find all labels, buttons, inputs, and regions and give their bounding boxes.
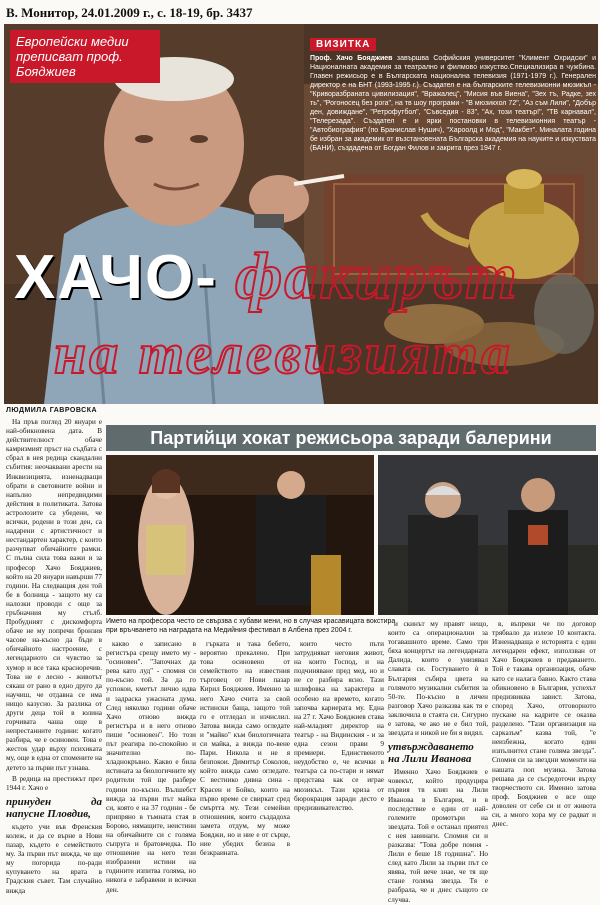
col1-paragraph-3: където учи във Френския колеж, и да се върне в Нови пазар, където е семейството му. За първи път вижда, че ще му погорида по-ради купуването на врата в Градския съвет. Там случайно вижда: [6, 822, 102, 895]
subheadline-banner: Партийци хокат режисьора заради балерини: [106, 425, 596, 451]
col1-paragraph-1: На пръв поглед 20 януари е най-обикновена дата. В действителност обаче камризмият пръст на съдбата с сбрал в нея редица скандални събития: неочаквани арести на Инквизицията, изненадващи обрати в световните войни и напълно непредвидими действия в политиката. Затова астролозите са убедени, че всички, родени в този ден, са надарени с артистичност и нестандартен характер, с които разчупват обичайните рамки. С пълна сила това важи и за професор Хачо Бояджиев, който на 20 януари навърши 77 години. На следващия ден той бе в болница - защото му са налозки проводи с още за гръбначния му стълб. Пробудният с дискомфорта обаче не му попречи бронзия часове на-късно да бъде в обичайното настроение, с легендарното си чувство за хумор и все така красноречив. Това не е лесно - животът сякаш от рано в едно друго да научиш, че отдавна се има нищо казусно. За разлика от други деца той в юлина горчивата чаша още в непрестанните години: когато разбира, че е осиновен. Това е жесток удар върху психиката му, още в една от спомените на детето за първи път узнава.: [6, 418, 102, 772]
kicker-box: [10, 30, 160, 83]
col1-paragraph-2: В редица на престижът през 1944 г. Хачо е: [6, 774, 102, 792]
headline-part-1: ХАЧО-: [14, 243, 218, 312]
col5-subheading: утвърждаването на Лили Иванова: [388, 741, 474, 766]
article-column-3: [200, 640, 290, 858]
article-column-1: [6, 418, 102, 895]
col2-paragraph-1: какво е записано в регистъра срещу името му - "осиновен". "Започнах да рева като луд" - спомня си по-късно той. За да го успокои, кметът лично идва и задраска ужасната дума. След няколко години обаче Хачо отново вижда регистъра и в него отново пише "осиновен". Но този път реагира по-спокойно и значително по-хладнокръвно. Какво е била истината за биологичните му родители той ще разбере години по-късно. Вълшебст вижда за първи път майка си, която е на 37 години - бе припряно в тъмната стая в Борово, нямащите, неистини на обичайните си с голяма съпруга и братовчедка. По отношение на него тези изобразени истини на годините изпитва голяма, но никога е забравени и всички ден.: [106, 640, 196, 894]
vizitka-label: ВИЗИТКА: [310, 38, 376, 51]
source-line: В. Монитор, 24.01.2009 г., с. 18-19, бр. 3437: [6, 5, 253, 20]
photo-caption: Името на професора често се свързва с хубави жени, но в случая красавицата вокстира при връчването на наградата на Медийния фестивал в Албена през 2004 г.: [106, 618, 396, 634]
byline: ЛЮДМИЛА ГАВРОВСКА: [6, 407, 98, 414]
vizitka-bio: [310, 54, 596, 153]
article-column-2: [106, 640, 196, 894]
vizitka-name: Проф. Хачо Бояджиев: [310, 55, 393, 62]
kicker-text: Европейски медии преписват проф. Бояджиев: [16, 34, 129, 79]
article-column-5: [388, 620, 488, 904]
col5-paragraph-2: Именно Хачо Бояджиев е човекът, който продуцира първия тв клип на Лили Иванова в България, и в последствие е един от най-големите промотъри на звездата. Той е останал приятел с нея завинаги. Спомня си и разказва: "Това добре помня - Лили е беше 18 годишна". Но след като Лили за първи път се явява, той вече знае, че тя ще стане голяма звезда. Тя е разбрала, че и днес същото се случва.: [388, 768, 488, 904]
photo-ballerina-illustration: [106, 455, 374, 615]
main-photo: [4, 24, 598, 404]
photo-ballerina: [106, 455, 374, 615]
col3-paragraph-1: гърката и така бебето, вероятно прекалено. При това осиновено от семейството на известния търговец от Нови пазар Кирил Бояджиев. Именно за него Хачо счита за свой истински баща, защото той го е отгледал и изчислил. Затова вижда само огледате и "майко" към биологичната си майка, а вижда по-вене Пари. Никола и не я безпокои. Димитър Соколов, който вижда само огледате. С вестнико дивна сина - Красен и Бойко, които на първо време се свиркат сред смъртта му. Тези семейни отношения, които създадоха замета отдум, му може Бояджи, но и ние е от сърце, ние убедих безиза в безкраината.: [200, 640, 290, 858]
vizitka-body: завършва Софийския университет "Климент Охридски" и Националната академия за театрално и филмово изкуство.Специализира в чужбина. Главен режисьор е в Българската национална телевизия (1971-1979 г.). Генерален директор е на БНТ (1993-1995 г.). Създател е на българските телевизионни мюзикъл - "Криворазбраната цивилизация", "Вражалец", "Мисия във Виена", "Зех тъ, Радке, зех ть", "Рогоносец без рога", на тв шоу програми - "В мюзикхол 72", "Аз съм Лили", "Добър ден, довиждане", "Ретрофутбол", "Съвседия - 83", "Ах, този театър!", "ТВ карнавал", "Телерезада". Създател е и ярки постановки в телевизионния театър - "Автобиография" (по Бранислав Нушич), "Хароолд и Мод", "Макбет". Миналата година бе избран за академик от възстановената Българска академия на науките и изкуствата (БАНИ), създадена от Богдан Филов и закрита през 1947 г.: [310, 55, 597, 152]
col4-paragraph-1: които често пъти затрудняват неговия живот, на които Господ, и на подчиняване пред мед, но и не се разбира ясно. Тази шлифовка на характера и особено на времето, когато започва кариерата му. Една на 27 г. Хачо Бояджиев става най-младият директор на театър - на Видинския - и за една сезон прави 9 премиери. Единственото неудобство е, че всички в театъра са по-стари и нямат представа как се играе мюзикъл. Тази криза от бюрокрация заради десто е предизвикателство.: [294, 640, 384, 812]
col5-paragraph-1: и скинът му правят нещо, които са операционални за тогавашното време. Само три бяха концертът на легендарната Далида, които е унизявал славата си. Гостуването ѝ в България събира цвета на голямото музикални събития за 50-те. По-късно в личен разговор Хачо разказва как тя е заключила в стаята си. Сигурно е затова, че ако не е бил той, звездата и никой не би я видял.: [388, 620, 488, 738]
article-column-4: [294, 640, 384, 812]
headline-line-1: [14, 240, 519, 313]
article-column-6: [492, 620, 596, 829]
headline-line-2: на телевизията: [54, 321, 513, 386]
col6-paragraph-1: в, въпреки че по договор трябвало да излезе 10 контакта. Изненадваща е историята с един легендарен ефект, използван от Хачо Бояджиев в предаването. Той е такава организация, обаче като се налага бавно. Както става обикновено в България, успехът предизвиква завист. Затова, според Хачо, отговорното пускане на кадрите се оказва разделено. "Тази организация на сарказъм" казва той, "е неизбежна, когато един изпълнител стане голяма звезда". Спомня си за звездни моменти на нашата поп музика. Затова решава да се съсредоточи върху творчеството си. Именно затова проф. Бояджиев е все още доволен от себе си и от живота си, а много хора му се радват и днес.: [492, 620, 596, 829]
photo-award: [378, 455, 598, 615]
col1-subheading: принуден да напусне Пловдив,: [6, 795, 102, 820]
headline-part-2: факирът: [235, 240, 519, 313]
photo-award-illustration: [378, 455, 598, 615]
